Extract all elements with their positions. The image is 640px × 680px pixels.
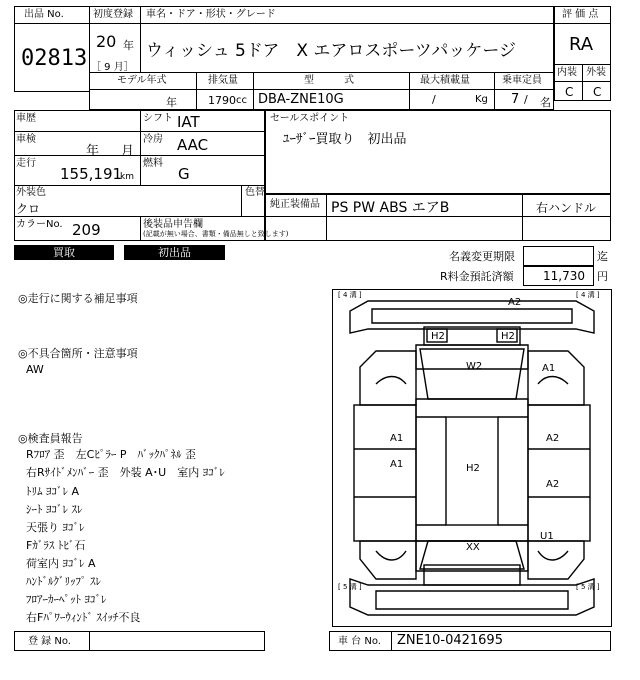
damage-mark-rear-glass: W2 xyxy=(466,361,483,372)
aftermarket-note: (記載が無い場合、書類・備品無しと致します) xyxy=(143,230,289,238)
driving-notes-title: ◎走行に関する補足事項 xyxy=(18,292,138,305)
model-year-label: モデル年式 xyxy=(117,75,167,86)
first-listing-badge: 初出品 xyxy=(124,245,225,260)
exterior-color: クロ xyxy=(16,202,41,216)
sales-point: ﾕｰｻﾞｰ買取り 初出品 xyxy=(283,132,407,147)
damage-mark-windshield: XX xyxy=(466,542,480,553)
model-code-label: 型 式 xyxy=(304,75,354,86)
inspector-item: ﾄﾘﾑ ﾖｺﾞﾚ A xyxy=(26,485,80,498)
accessories-label: 純正装備品 xyxy=(270,199,320,210)
first-registration-label: 初度登録 xyxy=(93,9,133,20)
inspector-item: 荷室内 ﾖｺﾞﾚ A xyxy=(26,557,96,570)
fuel-label: 燃料 xyxy=(143,158,163,169)
inspector-report-title: ◎検査員報告 xyxy=(18,432,83,445)
chassis-number-label: 車 台 No. xyxy=(338,636,381,647)
registration-number-label: 登 録 No. xyxy=(28,636,71,647)
color-number: 209 xyxy=(72,221,101,239)
defect-item: AW xyxy=(26,363,44,376)
inspector-item: Rﾌﾛｱ 歪 左Cﾋﾟﾗｰ P ﾊﾞｯｸﾊﾟﾈﾙ 歪 xyxy=(26,448,196,461)
tire-tread-rear-right: [ 4 溝 ] xyxy=(576,291,600,299)
recycle-fee-amount: 11,730 xyxy=(543,269,585,283)
damage-mark-tail-right: H2 xyxy=(501,331,515,342)
tire-tread-rear-left: [ 4 溝 ] xyxy=(338,291,362,299)
lot-number-label: 出品 No. xyxy=(24,9,64,20)
recycle-fee-label: R料金預託済額 xyxy=(440,270,514,283)
exterior-grade-label: 外装 xyxy=(586,67,606,78)
capacity-slash: / xyxy=(524,93,528,106)
inspector-item: ﾊﾝﾄﾞﾙｸﾞﾘｯﾌﾟ ｽﾚ xyxy=(26,575,101,588)
inspector-item: 右Fﾊﾟﾜｰｳｨﾝﾄﾞ ｽｲｯﾁ不良 xyxy=(26,611,141,624)
inspector-item: ﾌﾛｱｰｶｰﾍﾟｯﾄ ﾖｺﾞﾚ xyxy=(26,593,107,606)
name-change-label: 名義変更期限 xyxy=(449,250,515,263)
damage-mark-rear-right-door: A2 xyxy=(546,433,560,444)
inspector-item: Fｶﾞﾗｽ ﾄﾋﾞ石 xyxy=(26,539,86,552)
history-label: 車歴 xyxy=(16,113,36,124)
max-load-unit: Kg xyxy=(475,94,488,105)
overall-score: RA xyxy=(569,34,594,55)
name-change-unit: 迄 xyxy=(597,250,608,263)
inspection-label: 車検 xyxy=(16,134,36,145)
color-number-label: カラーNo. xyxy=(16,219,63,230)
exterior-color-label: 外装色 xyxy=(16,187,46,198)
score-label: 評 価 点 xyxy=(562,9,599,20)
purchase-badge: 買取 xyxy=(14,245,114,260)
damage-mark-front-left-door: A1 xyxy=(390,459,404,470)
capacity-unit: 名 xyxy=(540,96,551,109)
exterior-grade: C xyxy=(593,85,602,99)
inspection-month-unit: 月 xyxy=(121,144,135,159)
displacement-label: 排気量 xyxy=(208,75,238,86)
inspector-item: 右Rｻｲﾄﾞﾒﾝﾊﾞｰ 歪 外装 A･U 室内 ﾖｺﾞﾚ xyxy=(26,466,225,479)
displacement-value: 1790 xyxy=(208,94,236,107)
inspection-year-unit: 年 xyxy=(86,144,100,159)
ac-label: 冷房 xyxy=(143,134,163,145)
damage-mark-front-right-fender: U1 xyxy=(540,531,554,542)
inspector-item: 天張り ﾖｺﾞﾚ xyxy=(26,521,85,534)
tire-tread-front-left: [ 5 溝 ] xyxy=(338,583,362,591)
inspector-item: ｼｰﾄ ﾖｺﾞﾚ ｽﾚ xyxy=(26,503,83,516)
damage-mark-rear-left-door: A1 xyxy=(390,433,404,444)
car-damage-diagram xyxy=(332,289,612,627)
lot-number: 02813 xyxy=(21,46,88,71)
first-registration-year: 20 xyxy=(96,32,117,51)
model-code: DBA-ZNE10G xyxy=(258,92,344,107)
mileage-value: 155,191 xyxy=(60,165,123,183)
fuel-value: G xyxy=(178,165,190,183)
steering-position: 右ハンドル xyxy=(536,201,597,215)
color-change-label: 色替 xyxy=(245,187,265,198)
displacement-unit: cc xyxy=(236,95,247,106)
model-year-unit: 年 xyxy=(166,96,177,109)
shift-value: IAT xyxy=(177,113,200,131)
chassis-number: ZNE10-0421695 xyxy=(397,633,503,648)
sales-point-label: セールスポイント xyxy=(270,113,350,124)
damage-mark-front-right-door: A2 xyxy=(546,479,560,490)
damage-mark-roof: H2 xyxy=(466,463,480,474)
max-load-label: 最大積載量 xyxy=(420,75,470,86)
damage-mark-tail-left: H2 xyxy=(431,331,445,342)
model-name: ウィッシュ 5ドア X エアロスポーツパッケージ xyxy=(146,41,517,61)
tire-tread-front-right: [ 5 溝 ] xyxy=(576,583,600,591)
ac-value: AAC xyxy=(177,136,209,154)
capacity-label: 乗車定員 xyxy=(502,75,542,86)
damage-mark-rear-right-fender: A1 xyxy=(542,363,556,374)
damage-mark-rear-bumper: A2 xyxy=(508,297,522,308)
aftermarket-label: 後装品申告欄 xyxy=(143,219,203,230)
defects-title: ◎不具合箇所・注意事項 xyxy=(18,347,138,360)
shift-label: シフト xyxy=(143,113,173,124)
model-name-label: 車名・ドア・形状・グレード xyxy=(146,9,276,20)
mileage-label: 走行 xyxy=(16,158,36,169)
interior-grade: C xyxy=(565,85,574,99)
max-load-slash: / xyxy=(432,93,436,106)
accessories: PS PW ABS エアB xyxy=(331,200,450,216)
capacity-value: 7 xyxy=(511,92,520,107)
first-registration-month: ［ 9 月］ xyxy=(91,62,134,73)
recycle-fee-unit: 円 xyxy=(597,270,608,283)
interior-grade-label: 内装 xyxy=(557,67,577,78)
name-change-box xyxy=(523,246,594,266)
mileage-unit: km xyxy=(120,172,134,182)
first-registration-year-unit: 年 xyxy=(123,39,134,52)
